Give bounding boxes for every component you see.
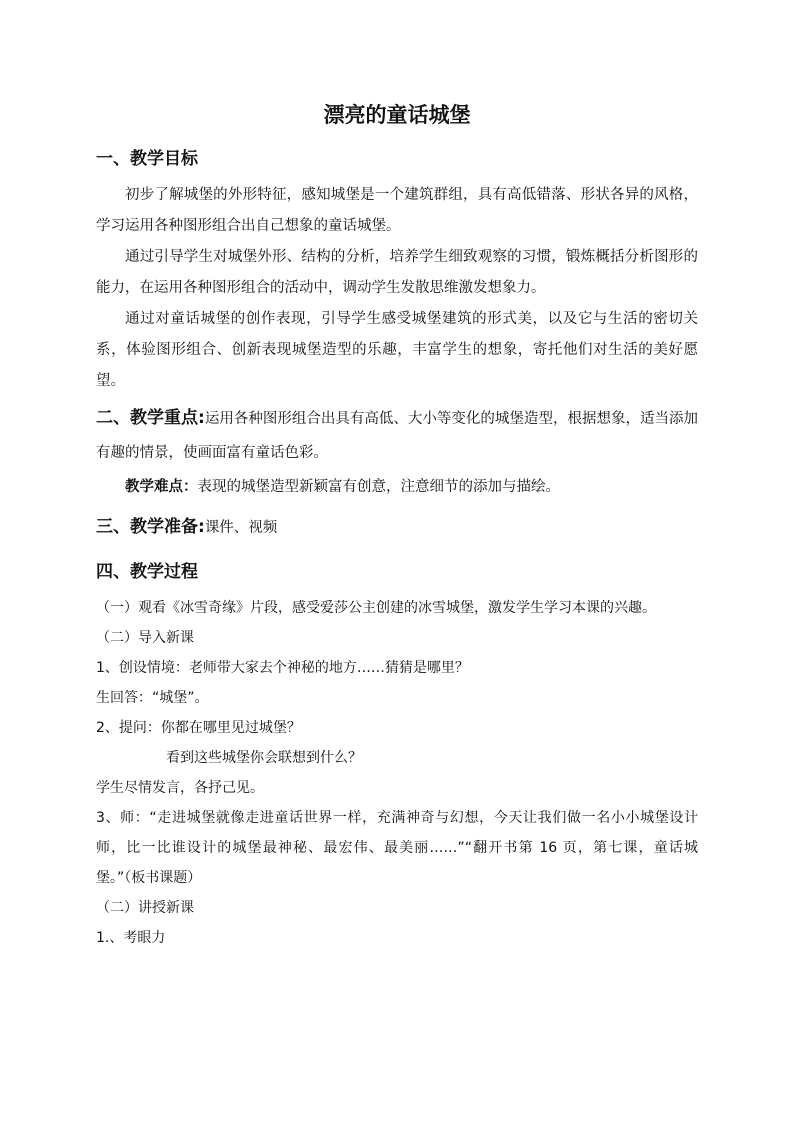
process-line-4: 生回答：“城堡”。 — [96, 690, 209, 706]
process-line-8: 3、师：“走进城堡就像走进童话世界一样，充满神奇与幻想，今天让我们做一名小小城堡设计师，比一比谁设计的城堡最神秘、最宏伟、最美丽……”“翻开书第 16 页，第七课，童话城堡。”（板书课题） — [96, 810, 698, 886]
process-line-10: 1.、考眼力 — [96, 930, 166, 946]
difficulty-label: 教学难点： — [125, 479, 198, 495]
section-heading-process: 四、教学过程 — [96, 562, 198, 582]
key-points-label: 二、教学重点: — [96, 408, 205, 428]
section-heading-objectives: 一、教学目标 — [96, 149, 198, 169]
difficulty-text: 表现的城堡造型新颖富有创意，注意细节的添加与描绘。 — [197, 479, 560, 495]
key-points-paragraph — [96, 401, 698, 470]
process-line-3: 1、创设情境：老师带大家去个神秘的地方……猜猜是哪里？ — [96, 660, 469, 676]
process-line-5: 2、提问：你都在哪里见过城堡？ — [96, 720, 301, 736]
process-line-9: （二）讲授新课 — [96, 900, 194, 916]
document-page — [96, 100, 698, 953]
objective-paragraph-1: 初步了解城堡的外形特征，感知城堡是一个建筑群组，具有高低错落、形状各异的风格，学习运用各种图形组合出自己想象的童话城堡。 — [96, 187, 698, 234]
process-line-6: 看到这些城堡你会联想到什么？ — [166, 750, 362, 766]
process-line-1: （一）观看《冰雪奇缘》片段，感受爱莎公主创建的冰雪城堡，激发学生学习本课的兴趣。 — [96, 600, 656, 616]
preparation-label: 三、教学准备: — [96, 517, 205, 537]
objective-paragraph-3: 通过对童话城堡的创作表现，引导学生感受城堡建筑的形式美，以及它与生活的密切关系，体验图形组合、创新表现城堡造型的乐趣，丰富学生的想象，寄托他们对生活的美好愿望。 — [96, 311, 698, 389]
objective-paragraph-2: 通过引导学生对城堡外形、结构的分析，培养学生细致观察的习惯，锻炼概括分析图形的能力，在运用各种图形组合的活动中，调动学生发散思维激发想象力。 — [96, 249, 698, 296]
document-title: 漂亮的童话城堡 — [323, 103, 471, 127]
preparation-paragraph — [96, 510, 698, 545]
difficulty-paragraph — [96, 470, 698, 504]
process-line-2: （二）导入新课 — [96, 630, 194, 646]
process-line-7: 学生尽情发言，各抒己见。 — [96, 780, 264, 796]
preparation-text: 课件、视频 — [204, 520, 278, 536]
key-points-text: 运用各种图形组合出具有高低、大小等变化的城堡造型，根据想象，适当添加有趣的情景，使画面富有童话色彩。 — [96, 411, 698, 461]
